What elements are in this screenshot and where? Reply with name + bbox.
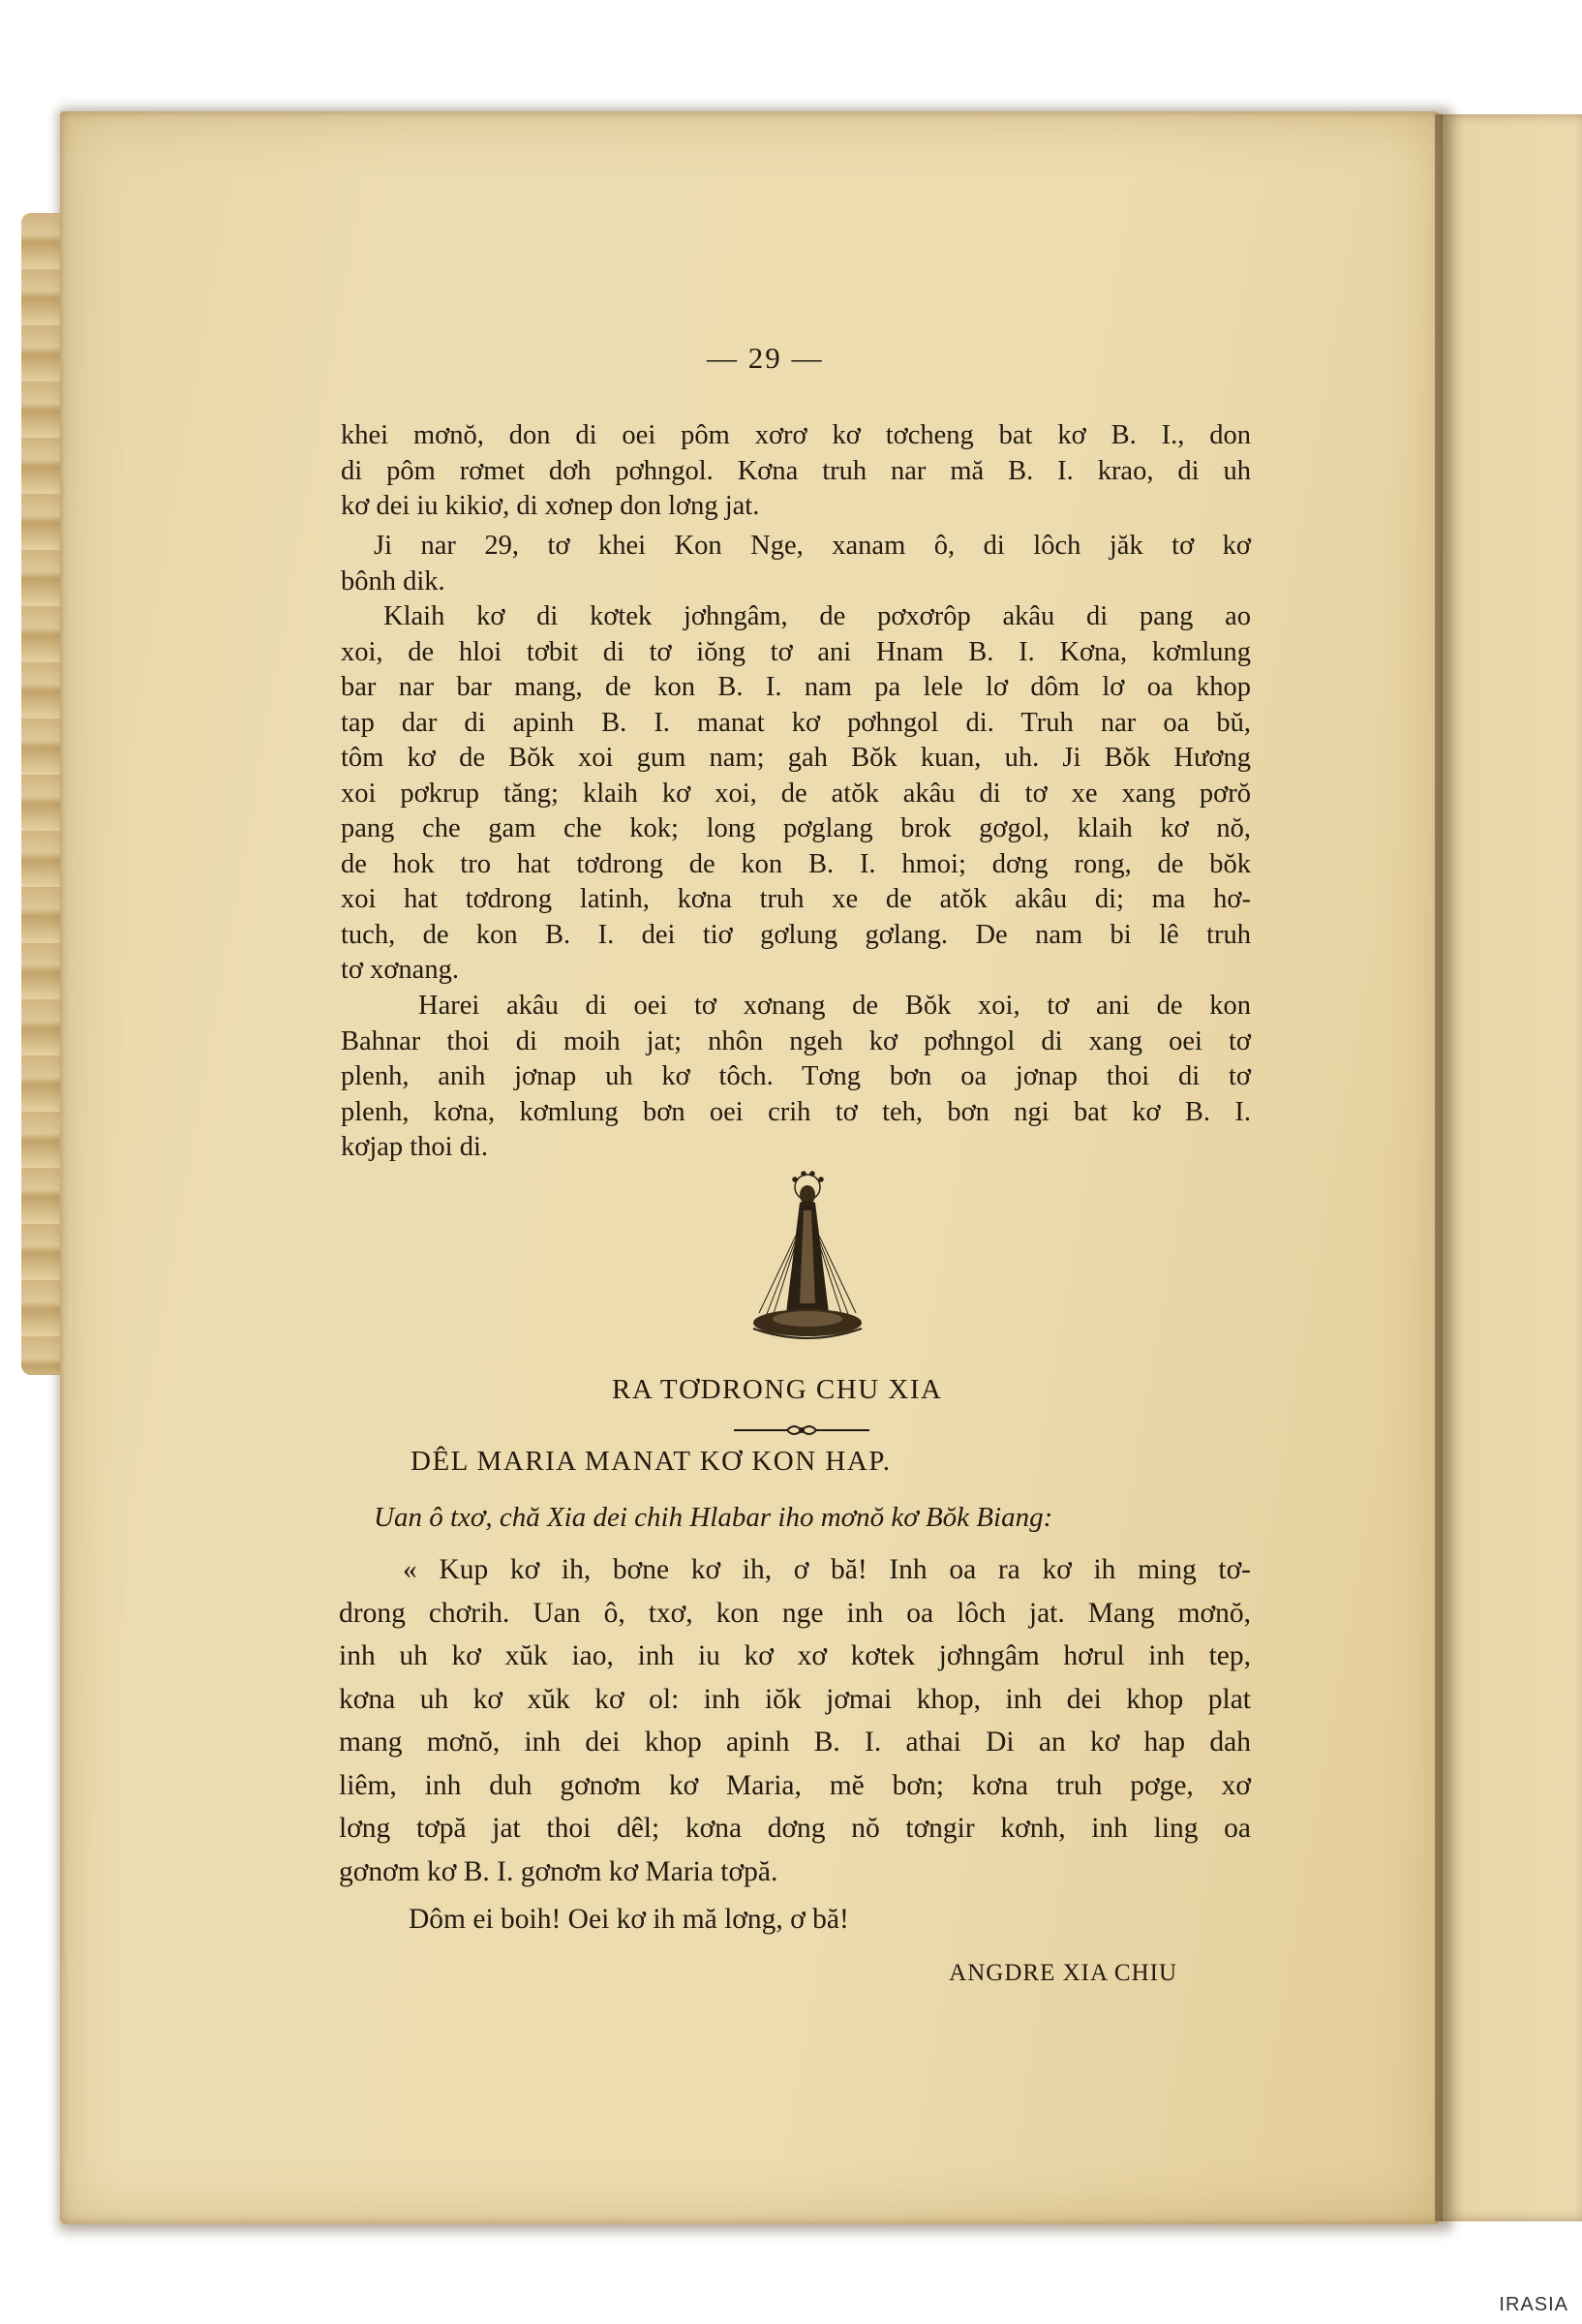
text-line: bar nar bar mang, de kon B. I. nam pa lele lơ dôm lơ oa khop xyxy=(341,672,1251,702)
text-line: gơnơm kơ B. I. gơnơm kơ Maria tơpă. xyxy=(339,1855,778,1887)
text-line: inh uh kơ xŭk iao, inh iu kơ xơ kơtek jơhngâm hơrul inh tep, xyxy=(339,1640,1251,1671)
paragraph-2 xyxy=(341,529,1251,599)
text-line: « Kup kơ ih, bơne kơ ih, ơ bă! Inh oa ra kơ ih ming tơ- xyxy=(403,1554,1251,1585)
book-gutter xyxy=(1435,114,1443,2221)
text-line: tuch, de kon B. I. dei tiơ gơlung gơlang. De nam bi lê truh xyxy=(341,919,1251,950)
text-line: Bahnar thoi di moih jat; nhôn ngeh kơ pơhngol di xang oei tơ xyxy=(341,1025,1251,1056)
section-intro: Uan ô txơ, chă Xia dei chih Hlabar iho mơnŏ kơ Bŏk Biang: xyxy=(374,1502,1053,1533)
text-line: tơ xơnang. xyxy=(341,955,459,985)
paragraph-3 xyxy=(341,599,1251,989)
text-line: xoi pơkrup tăng; klaih kơ xoi, de atŏk akâu di tơ xe xang pơrŏ xyxy=(341,778,1251,809)
text-line: kơna uh kơ xŭk kơ ol: inh iŏk jơmai khop, inh dei khop plat xyxy=(339,1683,1251,1715)
text-line: de hok tro hat tơdrong de kon B. I. hmoi; dơng rong, de bŏk xyxy=(341,848,1251,879)
text-line: bônh dik. xyxy=(341,566,445,596)
text-line: liêm, inh duh gơnơm kơ Maria, mĕ bơn; kơna truh pơge, xơ xyxy=(339,1769,1251,1801)
text-line: Harei akâu di oei tơ xơnang de Bŏk xoi, tơ ani de kon xyxy=(418,991,1251,1021)
archive-watermark: IRASIA xyxy=(1499,2294,1568,2315)
text-line: kơ dei iu kikiơ, di xơnep don lơng jat. xyxy=(341,491,760,521)
text-line: drong chơrih. Uan ô, txơ, kon nge inh oa lôch jat. Mang mơnŏ, xyxy=(339,1597,1251,1629)
virgin-mary-engraving xyxy=(740,1168,875,1352)
text-line: khei mơnŏ, don di oei pôm xơrơ kơ tơcheng bat kơ B. I., don xyxy=(341,420,1251,450)
text-line: Klaih kơ di kơtek jơhngâm, de pơxơrôp akâu di pang ao xyxy=(383,601,1251,631)
text-line: kơjap thoi di. xyxy=(341,1132,489,1162)
text-line: xoi, de hloi tơbit di tơ iŏng tơ ani Hnam B. I. Kơna, kơmlung xyxy=(341,636,1251,667)
text-line: plenh, anih jơnap uh kơ tôch. Tơng bơn oa jơnap thoi di tơ xyxy=(341,1061,1251,1091)
letter-body xyxy=(339,1548,1251,1893)
text-line: mang mơnŏ, inh dei khop apinh B. I. athai Di an kơ hap dah xyxy=(339,1727,1251,1758)
text-line: lơng tơpă jat thoi dêl; kơna dơng nŏ tơngir kơnh, inh ling oa xyxy=(339,1813,1251,1844)
title-divider-ornament xyxy=(734,1420,869,1441)
paragraph-1 xyxy=(341,418,1251,525)
text-line: Ji nar 29, tơ khei Kon Nge, xanam ô, di lôch jăk tơ kơ xyxy=(374,531,1251,561)
text-line: tôm kơ de Bŏk xoi gum nam; gah Bŏk kuan, uh. Ji Bŏk Hương xyxy=(341,743,1251,773)
page-number: — 29 — xyxy=(707,341,824,375)
text-line: di pôm rơmet dơh pơhngol. Kơna truh nar mă B. I. krao, di uh xyxy=(341,455,1251,486)
paragraph-4 xyxy=(341,989,1251,1166)
adjacent-page xyxy=(1437,114,1582,2221)
text-line: plenh, kơna, kơmlung bơn oei crih tơ teh, bơn ngi bat kơ B. I. xyxy=(341,1096,1251,1127)
text-line: pang che gam che kok; long pơglang brok gơgol, klaih kơ nŏ, xyxy=(341,813,1251,843)
text-line: xoi hat tơdrong latinh, kơna truh xe de atŏk akâu di; ma hơ- xyxy=(341,884,1251,914)
section-subtitle: DÊL MARIA MANAT KƠ KON HAP. xyxy=(411,1446,892,1477)
text-line: tap dar di apinh B. I. manat kơ pơhngol di. Truh nar oa bŭ, xyxy=(341,707,1251,738)
letter-closing: Dôm ei boih! Oei kơ ih mă lơng, ơ bă! xyxy=(409,1904,849,1935)
section-title: RA TƠDRONG CHU XIA xyxy=(612,1374,943,1405)
letter-signature: ANGDRE XIA CHIU xyxy=(949,1960,1177,1986)
